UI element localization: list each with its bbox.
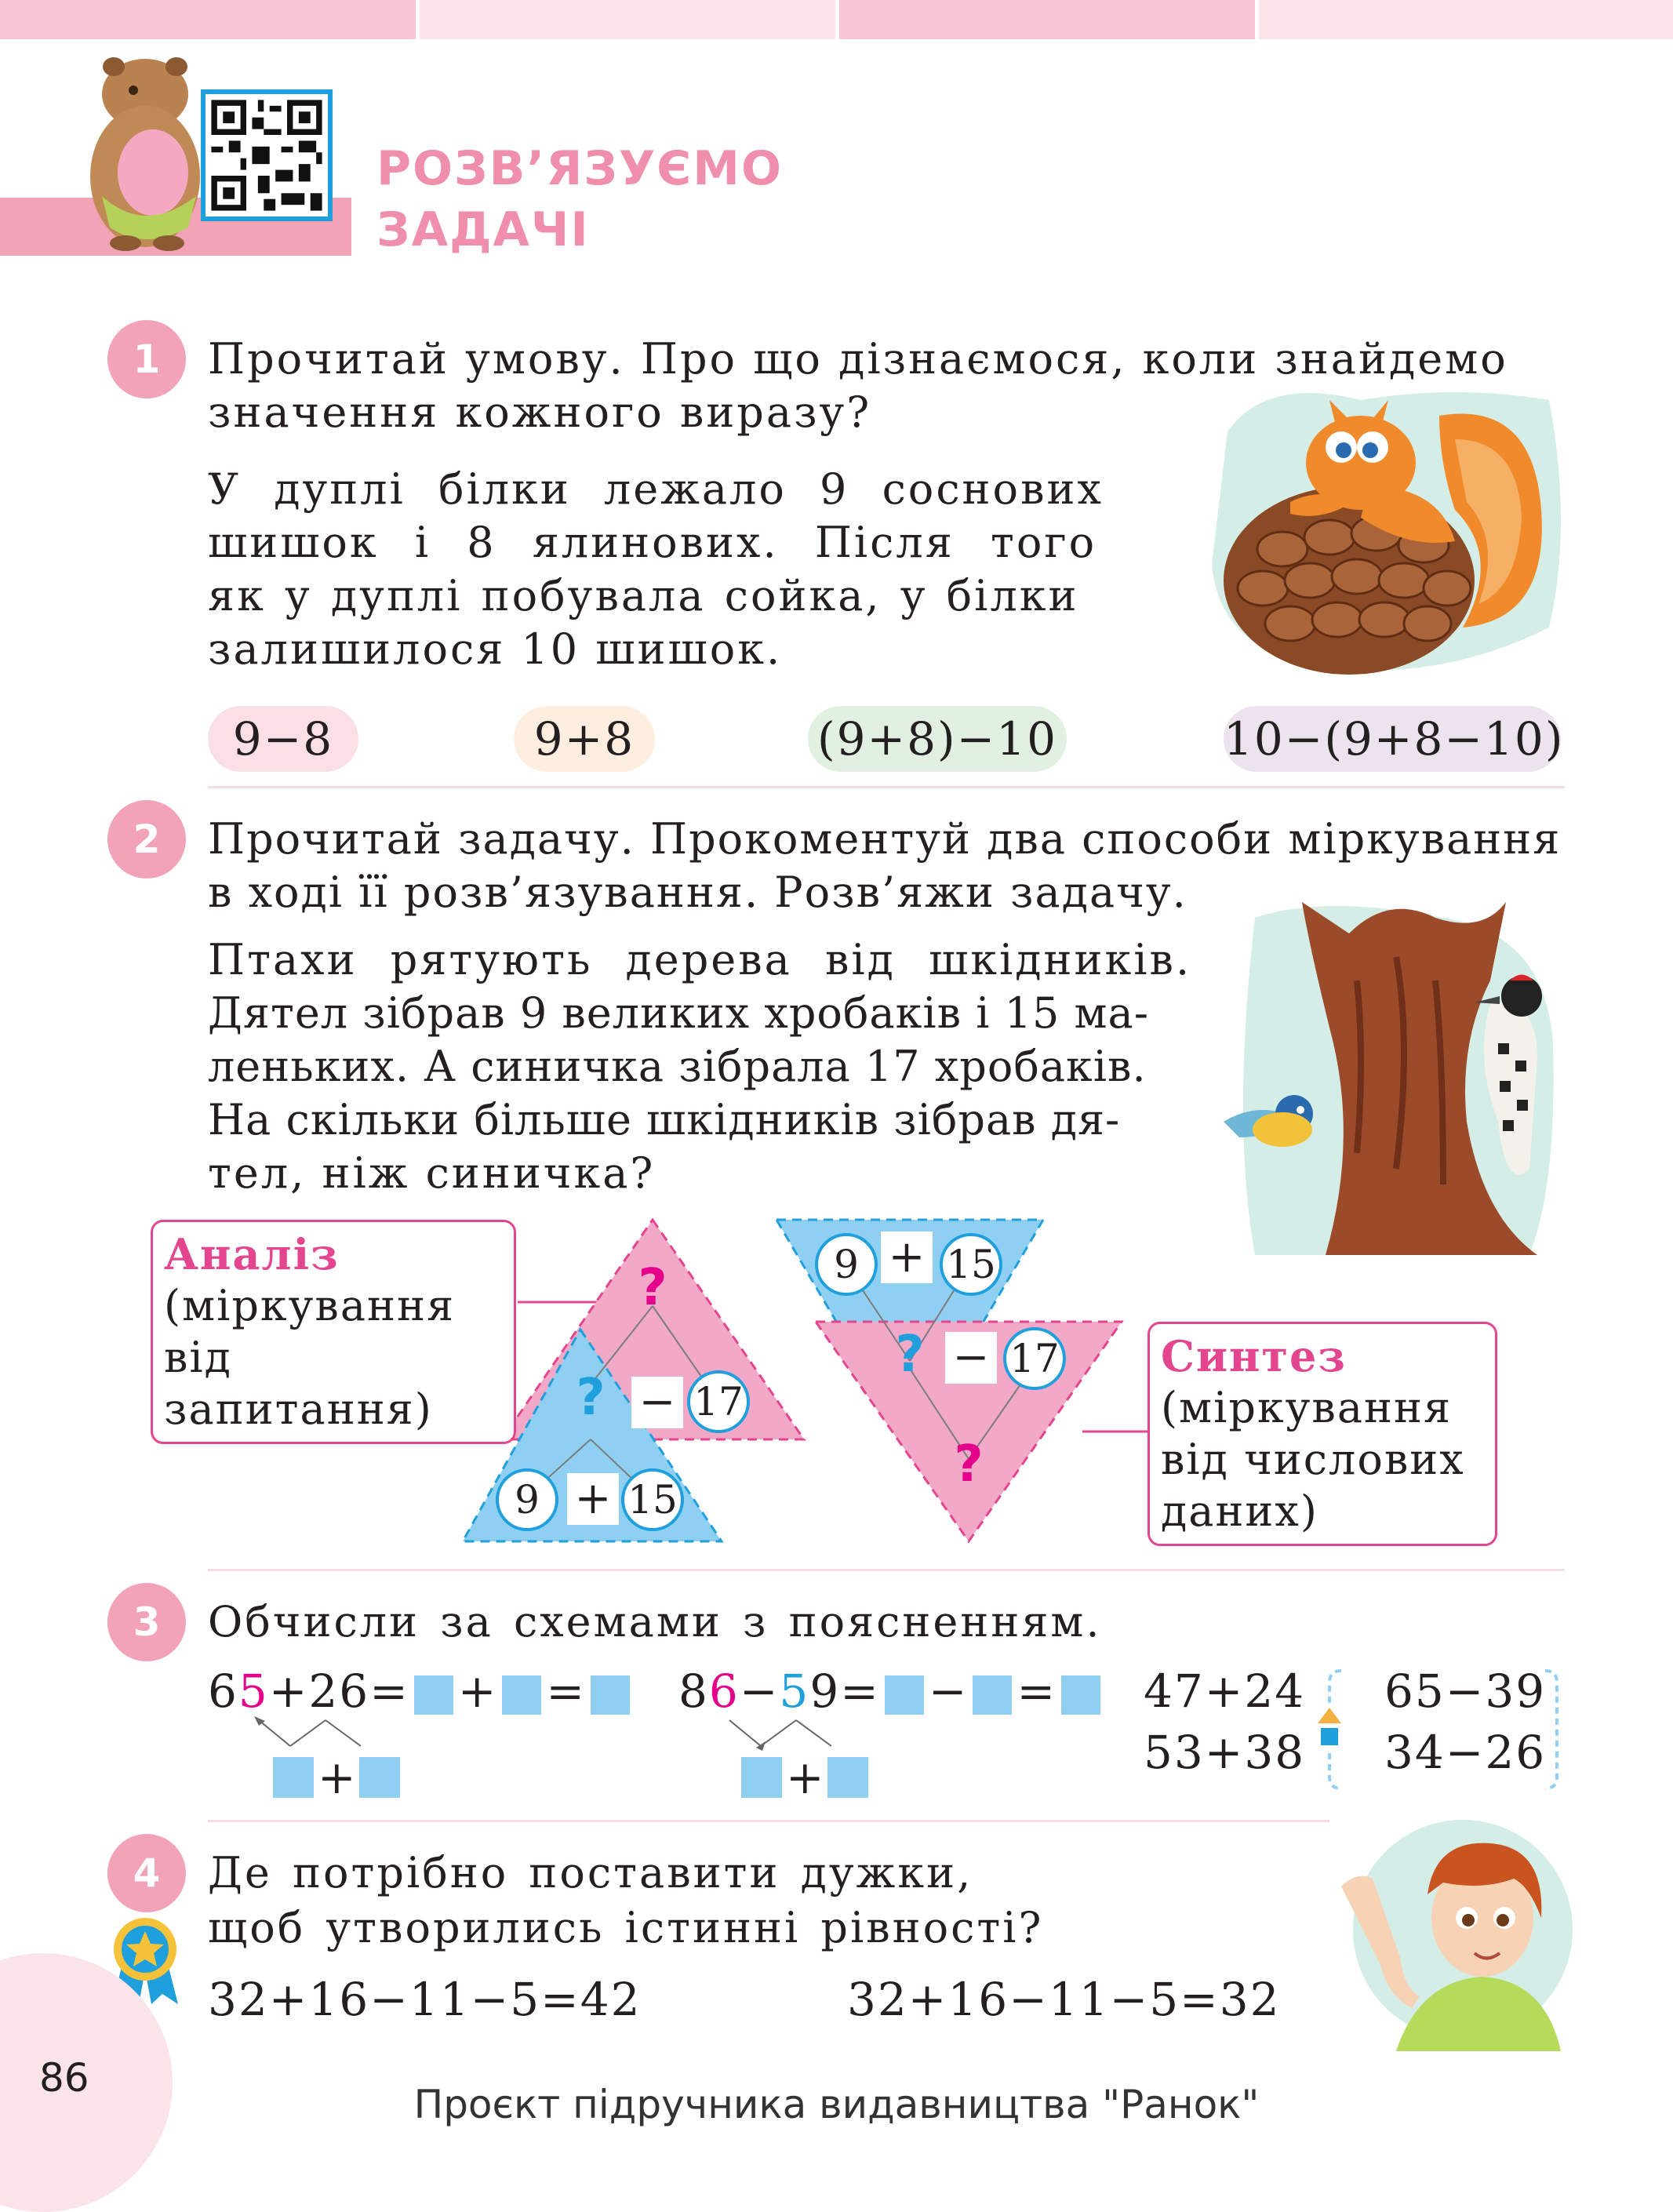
- squirrel-pinecone-image: [1204, 369, 1573, 682]
- task-number-2: 2: [107, 800, 186, 879]
- ex1-split-plus: +: [318, 1751, 358, 1804]
- ex1-units-digit: 5: [238, 1664, 269, 1718]
- ex2-answer-box-3[interactable]: [1061, 1675, 1100, 1715]
- task1-condition-line3: як у дуплі побувала сойка, у білки: [208, 571, 1079, 620]
- task1-instruction-line2: значення кожного виразу?: [208, 387, 872, 437]
- analysis-title: Аналіз: [164, 1229, 340, 1279]
- boy-waving-image: [1326, 1800, 1577, 2051]
- task-number-1: 1: [107, 320, 186, 398]
- analysis-line2: від запитання): [164, 1333, 433, 1434]
- task3-list-right-2: 34−26: [1384, 1726, 1547, 1779]
- ex2-equals-2: =: [1017, 1664, 1057, 1718]
- top-bar-segment-4: [1259, 0, 1673, 39]
- synthesis-minus-sign: −: [945, 1332, 997, 1384]
- ex1-plus: +: [457, 1664, 498, 1718]
- ex2-answer-box-2[interactable]: [973, 1675, 1012, 1715]
- task2-problem-line1: Птахи рятують дерева від шкідників.: [208, 935, 1192, 984]
- separator-3: [208, 1820, 1329, 1822]
- task3-list-right-1: 65−39: [1384, 1664, 1547, 1718]
- task4-equation-1: 32+16−11−5=42: [208, 1973, 642, 2026]
- pencil-body-icon: [1321, 1728, 1338, 1745]
- synthesis-question-bottom: ?: [954, 1435, 984, 1493]
- synthesis-line1: (міркування: [1161, 1383, 1453, 1432]
- ex1-rest: +26=: [268, 1664, 409, 1718]
- top-bar-segment-2: [420, 0, 835, 39]
- task2-problem-line4: На скільки більше шкідників зібрав дя-: [208, 1095, 1121, 1144]
- ex1-answer-box-2[interactable]: [502, 1675, 541, 1715]
- task3-instruction: Обчисли за схемами з поясненням.: [208, 1597, 1102, 1646]
- analysis-number-9: 9: [496, 1468, 558, 1531]
- synthesis-line3: даних): [1161, 1486, 1318, 1536]
- task3-list-left-1: 47+24: [1144, 1664, 1306, 1718]
- task4-instruction-line1: Де потрібно поставити дужки,: [208, 1848, 973, 1897]
- synthesis-number-9: 9: [815, 1233, 878, 1296]
- ex1-split-box-2[interactable]: [359, 1757, 400, 1798]
- expression-pill-3: (9+8)−10: [808, 706, 1067, 772]
- task-number-3: 3: [107, 1583, 186, 1661]
- task2-problem-line3: леньких. А синичка зібрала 17 хробаків.: [208, 1042, 1147, 1091]
- synthesis-number-15: 15: [940, 1233, 1002, 1296]
- ex1-split-box-1[interactable]: [273, 1757, 314, 1798]
- ex2-minus: −: [928, 1664, 969, 1718]
- ex2-op: −: [739, 1664, 780, 1718]
- analysis-question-top: ?: [638, 1259, 667, 1317]
- analysis-number-17: 17: [687, 1370, 750, 1433]
- separator-2: [208, 1569, 1565, 1571]
- analysis-plus-sign: +: [567, 1473, 619, 1525]
- expression-pill-4: 10−(9+8−10): [1224, 706, 1561, 772]
- task4-instruction-line2: щоб утворились істинні рівності?: [208, 1903, 1044, 1952]
- analysis-number-15: 15: [621, 1468, 684, 1531]
- task1-condition-line1: У дуплі білки лежало 9 соснових: [208, 464, 1104, 514]
- ex2-answer-box-1[interactable]: [885, 1675, 924, 1715]
- tree-birds-image: [1208, 886, 1569, 1263]
- expression-pill-1: 9−8: [208, 706, 358, 772]
- ex1-answer-box-3[interactable]: [591, 1675, 630, 1715]
- analysis-minus-sign: −: [631, 1377, 683, 1428]
- task2-problem-line5: тел, ніж синичка?: [208, 1148, 656, 1198]
- ex2-sub-units: 9: [809, 1664, 841, 1718]
- task-number-4: 4: [107, 1834, 186, 1912]
- task2-instruction-line2: в ході її розв’язування. Розв’яжи задачу.: [208, 868, 1187, 917]
- task1-condition-line2: шишок і 8 ялинових. Після того: [208, 518, 1097, 567]
- qr-code-icon: [205, 94, 328, 216]
- task3-example-2: [678, 1664, 1105, 1718]
- analysis-line1: (міркування: [164, 1281, 456, 1330]
- task2-instruction-line1: Прочитай задачу. Прокоментуй два способи міркування: [208, 814, 1562, 864]
- task3-example-1: [208, 1664, 635, 1718]
- synthesis-line2: від числових: [1161, 1435, 1465, 1484]
- page-title-line2: ЗАДАЧІ: [376, 202, 590, 257]
- page-title-line1: РОЗВ’ЯЗУЄМО: [376, 141, 783, 196]
- ex2-equals-1: =: [840, 1664, 880, 1718]
- synthesis-number-17: 17: [1003, 1327, 1066, 1390]
- page-number: 86: [39, 2055, 89, 2101]
- task1-condition-line4: залишилося 10 шишок.: [208, 624, 783, 674]
- task2-problem-line2: Дятел зібрав 9 великих хробаків і 15 ма-: [208, 988, 1149, 1038]
- separator-1: [208, 786, 1565, 788]
- ex2-sub-tens: 5: [779, 1664, 810, 1718]
- pencil-tip-icon: [1318, 1708, 1341, 1723]
- ex2-units-digit: 6: [708, 1664, 740, 1718]
- analysis-callout: [151, 1220, 516, 1444]
- ex2-split-box-1[interactable]: [741, 1757, 782, 1798]
- ex1-tens-digit: 6: [208, 1664, 238, 1718]
- synthesis-question-mid: ?: [895, 1326, 925, 1384]
- synthesis-plus-sign: +: [881, 1232, 933, 1283]
- qr-code[interactable]: [201, 89, 333, 221]
- ex2-split-plus: +: [786, 1751, 826, 1804]
- task4-equation-2: 32+16−11−5=32: [847, 1973, 1281, 2026]
- capybara-mascot-image: [78, 47, 212, 259]
- ex2-split-box-2[interactable]: [827, 1757, 868, 1798]
- synthesis-title: Синтез: [1161, 1331, 1347, 1381]
- task1-instruction-line1: Прочитай умову. Про що дізнаємося, коли знайдемо: [208, 334, 1508, 384]
- top-bar-segment-1: [0, 0, 416, 39]
- synthesis-callout: [1147, 1322, 1497, 1546]
- ex1-answer-box-1[interactable]: [414, 1675, 453, 1715]
- expression-pill-2: 9+8: [514, 706, 655, 772]
- footer-note: Проєкт підручника видавництва "Ранок": [413, 2082, 1260, 2127]
- analysis-question-mid: ?: [576, 1369, 606, 1427]
- task3-list-left-2: 53+38: [1144, 1726, 1306, 1779]
- ex2-tens-digit: 8: [678, 1664, 709, 1718]
- top-bar-segment-3: [839, 0, 1255, 39]
- ex1-equals: =: [546, 1664, 587, 1718]
